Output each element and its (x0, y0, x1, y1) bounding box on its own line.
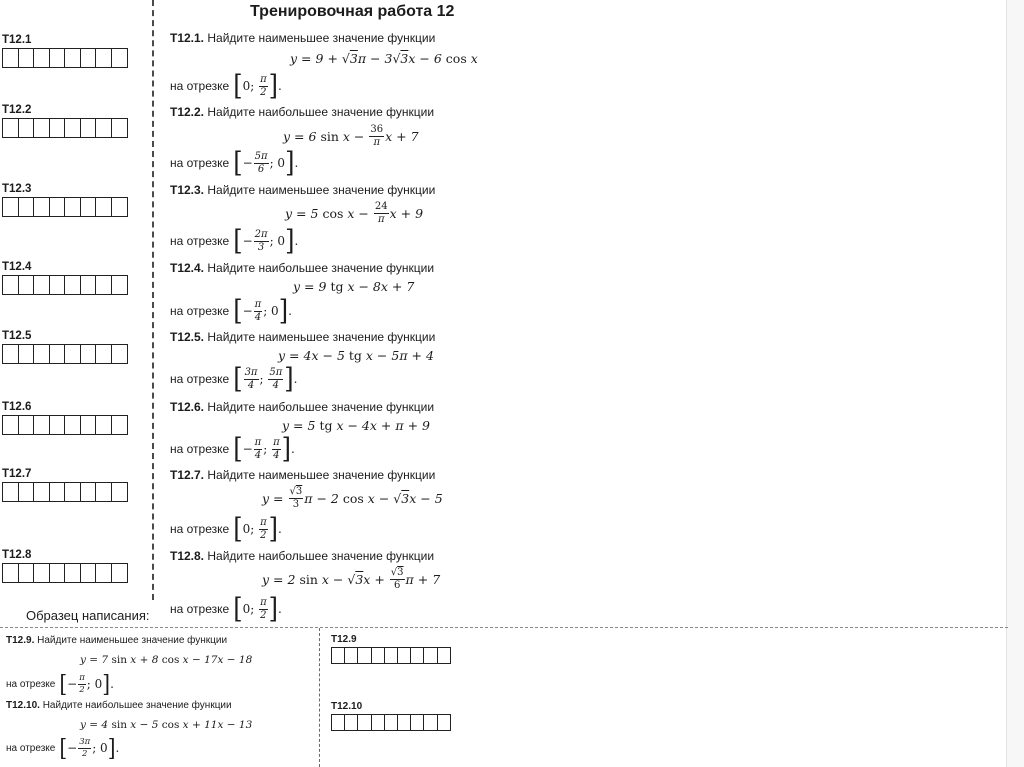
answer-cell[interactable] (33, 197, 50, 217)
answer-row-label: T12.9 (331, 634, 357, 645)
answer-cell[interactable] (64, 197, 81, 217)
answer-cell[interactable] (437, 714, 452, 731)
answer-row-label: T12.2 (2, 104, 32, 116)
problem-7-formula: y = $\frac{√3}{3}$ π − 2 cos x − √ 3 x − 5 (262, 486, 443, 510)
answer-cell[interactable] (2, 415, 19, 435)
answer-cell[interactable] (49, 344, 66, 364)
problem-4 (170, 261, 434, 275)
segment-label: на отрезке (170, 79, 230, 93)
answer-cell[interactable] (80, 118, 97, 138)
problem-2-formula: y = 6 sin x − $\frac{36}{\pi}$ x + 7 (283, 124, 419, 148)
answer-boxes[interactable] (2, 415, 126, 435)
answer-cell[interactable] (80, 48, 97, 68)
answer-row-label: T12.5 (2, 330, 32, 342)
segment-label: на отрезке (170, 602, 230, 616)
answer-cell[interactable] (2, 48, 19, 68)
problem-number: T12.5. (170, 330, 205, 344)
problem-2 (170, 105, 434, 119)
problem-text: Найдите наименьшее значение функции (207, 183, 436, 197)
answer-cell[interactable] (95, 482, 112, 502)
answer-cell[interactable] (2, 118, 19, 138)
answer-cell[interactable] (80, 344, 97, 364)
answer-cell[interactable] (49, 563, 66, 583)
segment-label: на отрезке (170, 304, 230, 318)
answer-cell[interactable] (64, 344, 81, 364)
sample-separator (0, 627, 1008, 628)
answer-cell[interactable] (95, 197, 112, 217)
answer-cell[interactable] (111, 415, 128, 435)
problem-number: T12.1. (170, 31, 205, 45)
answer-cell[interactable] (18, 563, 35, 583)
answer-row-label: T12.7 (2, 468, 32, 480)
answer-cell[interactable] (18, 197, 35, 217)
answer-cell[interactable] (18, 48, 35, 68)
answer-cell[interactable] (64, 563, 81, 583)
segment-label: на отрезке (170, 372, 230, 386)
answer-column-separator (152, 0, 154, 600)
problem-10-formula: y = 4 sin x − 5 cos x + 11x − 13 (80, 719, 253, 731)
problem-8-formula: y = 2 sin x − √ 3 x + $\frac{√3}{6}$ π + 7 (262, 567, 441, 591)
problem-text: Найдите наименьшее значение функции (207, 31, 436, 45)
problem-1-interval: на отрезке [ 0; π 2 ] . (170, 69, 282, 103)
problem-number: T12.8. (170, 549, 205, 563)
answer-cell[interactable] (64, 118, 81, 138)
bottom-column-separator (319, 628, 320, 767)
answer-cell[interactable] (2, 344, 19, 364)
problem-text: Найдите наименьшее значение функции (207, 468, 436, 482)
problem-text: Найдите наибольшее значение функции (207, 261, 435, 275)
segment-label: на отрезке (170, 234, 230, 248)
answer-boxes[interactable] (2, 197, 126, 217)
answer-row-label: T12.8 (2, 549, 32, 561)
problem-number: T12.9. (6, 635, 35, 646)
answer-cell[interactable] (2, 197, 19, 217)
answer-cell[interactable] (2, 275, 19, 295)
answer-cell[interactable] (111, 118, 128, 138)
answer-cell[interactable] (95, 118, 112, 138)
answer-cell[interactable] (33, 118, 50, 138)
problem-2-interval: на отрезке [ − 5π 6 ; 0 ] . (170, 146, 299, 180)
answer-boxes[interactable] (2, 118, 126, 138)
problem-7-interval: на отрезке [ 0; π 2 ] . (170, 512, 282, 546)
problem-7 (170, 468, 435, 482)
problem-3-interval: на отрезке [ − 2π 3 ; 0 ] . (170, 224, 299, 258)
problem-9-formula: y = 7 sin x + 8 cos x − 17x − 18 (80, 654, 253, 666)
segment-label: на отрезке (6, 742, 56, 754)
problem-9-interval: на отрезке [ − π 2 ; 0 ] . (6, 670, 114, 698)
answer-cell[interactable] (33, 415, 50, 435)
answer-cell[interactable] (18, 415, 35, 435)
problem-3 (170, 183, 435, 197)
answer-boxes[interactable] (2, 344, 126, 364)
answer-row-label: T12.4 (2, 261, 32, 273)
answer-cell[interactable] (18, 275, 35, 295)
problem-5 (170, 330, 435, 344)
problem-10-interval: на отрезке [ − 3π 2 ; 0 ] . (6, 734, 120, 762)
problem-text: Найдите наибольшее значение функции (207, 105, 435, 119)
answer-cell[interactable] (80, 482, 97, 502)
problem-text: Найдите наименьшее значение функции (207, 330, 436, 344)
answer-cell[interactable] (49, 118, 66, 138)
problem-5-interval: на отрезке [ 3π 4 ; 5π 4 ] . (170, 362, 298, 396)
problem-4-formula: y = 9 tg x − 8x + 7 (293, 279, 415, 294)
answer-row-label: T12.3 (2, 183, 32, 195)
answer-cell[interactable] (111, 344, 128, 364)
answer-cell[interactable] (95, 275, 112, 295)
answer-cell[interactable] (80, 197, 97, 217)
problem-6-formula: y = 5 tg x − 4x + π + 9 (282, 418, 430, 433)
answer-cell[interactable] (437, 647, 452, 664)
problem-3-formula: y = 5 cos x − $\frac{24}{\pi}$ x + 9 (285, 201, 424, 225)
answer-cell[interactable] (49, 415, 66, 435)
answer-cell[interactable] (2, 563, 19, 583)
answer-boxes[interactable] (2, 482, 126, 502)
problem-8-interval: на отрезке [ 0; π 2 ] . (170, 592, 282, 626)
answer-boxes[interactable] (2, 275, 126, 295)
answer-cell[interactable] (64, 482, 81, 502)
problem-text: Найдите наименьшее значение функции (37, 635, 228, 646)
answer-boxes[interactable] (2, 563, 126, 583)
answer-cell[interactable] (33, 275, 50, 295)
answer-boxes[interactable] (331, 647, 450, 664)
page-title: Тренировочная работа 12 (250, 3, 455, 20)
problem-number: T12.2. (170, 105, 205, 119)
problem-number: T12.6. (170, 400, 205, 414)
problem-5-formula: y = 4x − 5 tg x − 5π + 4 (278, 348, 434, 363)
problem-1-formula: y = 9 + √3π − 3√3x − 6 cos x (290, 51, 478, 66)
answer-cell[interactable] (64, 275, 81, 295)
problem-number: T12.10. (6, 700, 40, 711)
problem-number: T12.3. (170, 183, 205, 197)
answer-cell[interactable] (49, 482, 66, 502)
answer-cell[interactable] (49, 197, 66, 217)
problem-1 (170, 31, 435, 45)
answer-cell[interactable] (111, 197, 128, 217)
answer-cell[interactable] (18, 118, 35, 138)
answer-cell[interactable] (80, 563, 97, 583)
problem-text: Найдите наибольшее значение функции (42, 700, 232, 711)
problem-6-interval: на отрезке [ − π 4 ; π 4 ] . (170, 432, 295, 466)
answer-cell[interactable] (18, 344, 35, 364)
answer-cell[interactable] (95, 48, 112, 68)
answer-row-label: T12.1 (2, 34, 32, 46)
segment-label: на отрезке (170, 156, 230, 170)
problem-number: T12.4. (170, 261, 205, 275)
problem-10 (6, 700, 232, 711)
answer-cell[interactable] (33, 344, 50, 364)
answer-cell[interactable] (64, 48, 81, 68)
answer-cell[interactable] (111, 563, 128, 583)
problem-6 (170, 400, 434, 414)
problem-8 (170, 549, 434, 563)
answer-cell[interactable] (111, 482, 128, 502)
problem-9 (6, 635, 227, 646)
answer-cell[interactable] (111, 48, 128, 68)
problem-number: T12.7. (170, 468, 205, 482)
problem-text: Найдите наибольшее значение функции (207, 549, 435, 563)
answer-cell[interactable] (80, 275, 97, 295)
segment-label: на отрезке (170, 442, 230, 456)
answer-cell[interactable] (49, 275, 66, 295)
answer-cell[interactable] (95, 563, 112, 583)
segment-label: на отрезке (6, 678, 56, 690)
answer-cell[interactable] (64, 415, 81, 435)
answer-cell[interactable] (111, 275, 128, 295)
answer-cell[interactable] (18, 482, 35, 502)
sample-label: Образец написания: (26, 608, 150, 623)
answer-row-label: T12.6 (2, 401, 32, 413)
problem-text: Найдите наибольшее значение функции (207, 400, 435, 414)
answer-cell[interactable] (95, 415, 112, 435)
page-shade (1007, 0, 1024, 767)
problem-4-interval: на отрезке [ − π 4 ; 0 ] . (170, 294, 292, 328)
answer-cell[interactable] (95, 344, 112, 364)
answer-cell[interactable] (33, 48, 50, 68)
answer-row-label: T12.10 (331, 701, 363, 712)
answer-cell[interactable] (33, 563, 50, 583)
answer-boxes[interactable] (2, 48, 126, 68)
answer-boxes[interactable] (331, 714, 450, 731)
answer-cell[interactable] (33, 482, 50, 502)
segment-label: на отрезке (170, 522, 230, 536)
answer-cell[interactable] (49, 48, 66, 68)
answer-cell[interactable] (2, 482, 19, 502)
answer-cell[interactable] (80, 415, 97, 435)
